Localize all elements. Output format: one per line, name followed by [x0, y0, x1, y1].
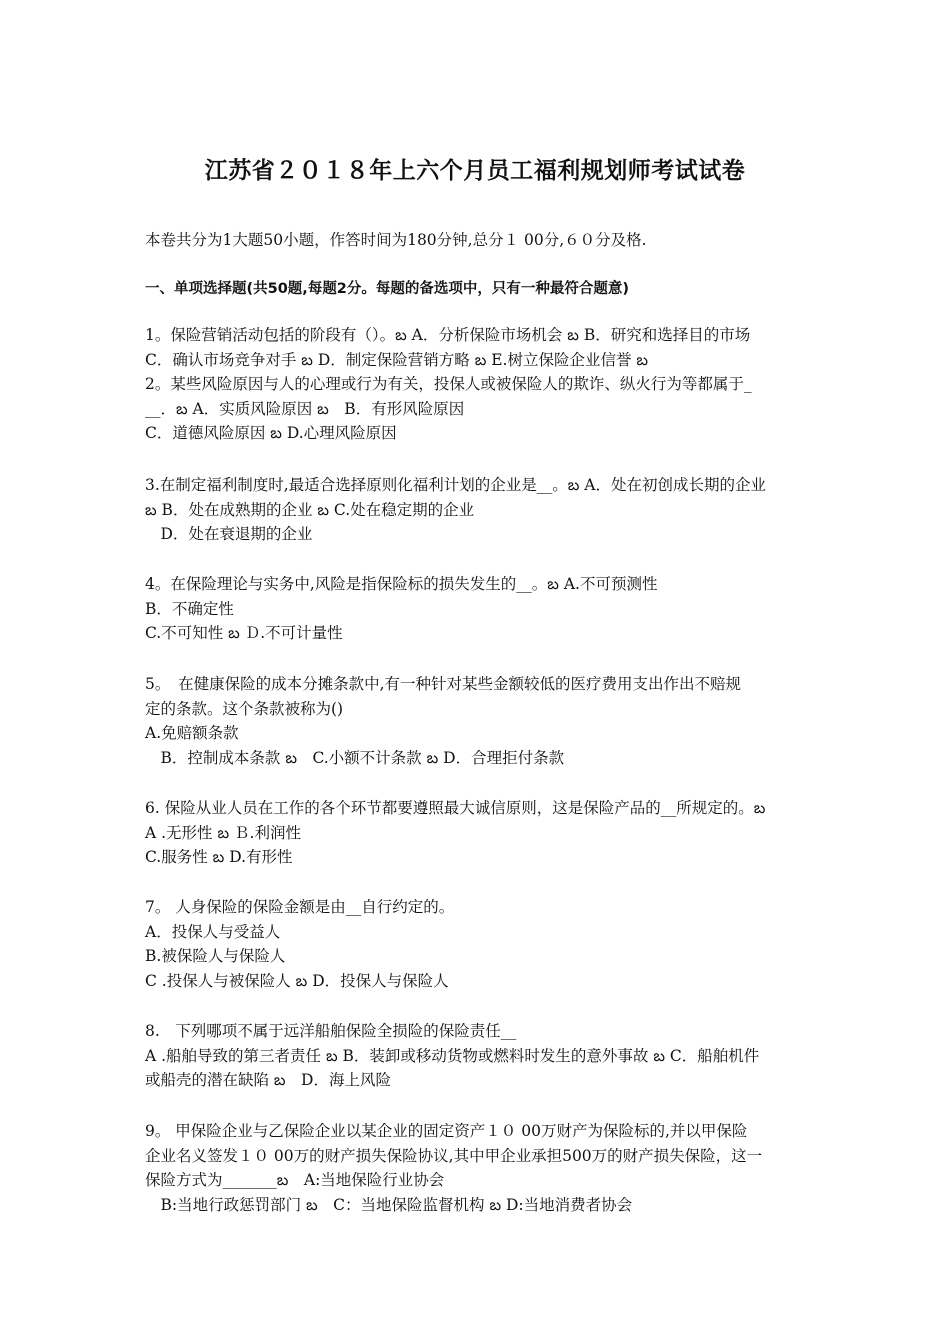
question-line: B:当地行政惩罚部门 బ C：当地保险监督机构 బ D:当地消费者协会 — [145, 1195, 633, 1214]
question-line: 1。保险营销活动包括的阶段有（）。బ A．分析保险市场机会 బ B．研究和选择目的市场 — [145, 326, 751, 344]
question-line: C．道德风险原因 బ D.心理风险原因 — [145, 424, 397, 442]
question-line: 或船壳的潜在缺陷 బ D．海上风险 — [145, 1071, 391, 1089]
question-line: 3.在制定福利制度时,最适合选择原则化福利计划的企业是__。బ A．处在初创成长期的企业 — [145, 476, 766, 494]
question-line: 保险方式为_______బ A:当地保险行业协会 — [145, 1171, 445, 1189]
exam-intro: 本卷共分为1大题50小题，作答时间为180分钟,总分１ 00分,６０分及格. — [145, 231, 647, 249]
question-block — [145, 1119, 815, 1217]
question-block — [145, 672, 815, 770]
question-line: 4。在保险理论与实务中,风险是指保险标的损失发生的__。బ A.不可预测性 — [145, 575, 658, 593]
question-line: __．బ A．实质风险原因 బ B．有形风险原因 — [145, 399, 465, 418]
question-block — [145, 323, 815, 446]
question-line: 9。 甲保险企业与乙保险企业以某企业的固定资产１０ 00万财产为保险标的,并以甲保险 — [145, 1122, 748, 1140]
page-title: 江苏省２０１８年上六个月员工福利规划师考试试卷 — [204, 158, 746, 184]
question-line: 5。 在健康保险的成本分摊条款中,有一种针对某些金额较低的医疗费用支出作出不赔规 — [145, 675, 742, 693]
question-line: 6. 保险从业人员在工作的各个环节都要遵照最大诚信原则，这是保险产品的__所规定的。బ — [145, 799, 766, 817]
question-line: A .无形性 బ Ｂ.利润性 — [145, 823, 301, 842]
question-line: 定的条款。这个条款被称为() — [145, 699, 344, 718]
question-line: C.服务性 బ D.有形性 — [145, 848, 293, 866]
question-line: B．不确定性 — [145, 599, 234, 618]
question-line: C．确认市场竞争对手 బ D．制定保险营销方略 బ E.树立保险企业信誉 బ — [145, 350, 649, 369]
question-line: D．处在衰退期的企业 — [145, 525, 313, 543]
question-line: C .投保人与被保险人 బ D．投保人与保险人 — [145, 971, 449, 990]
section-heading: 一、单项选择题(共50题,每题2分。每题的备选项中，只有一种最符合题意) — [145, 281, 630, 297]
question-line: C.不可知性 బ Ｄ.不可计量性 — [145, 624, 343, 642]
question-line: 企业名义签发１０ 00万的财产损失保险协议,其中甲企业承担500万的财产损失保险，这一 — [145, 1146, 763, 1165]
question-block — [145, 895, 815, 993]
question-line: A.免赔额条款 — [145, 724, 239, 742]
question-block — [145, 1019, 815, 1093]
question-block — [145, 473, 815, 547]
question-block — [145, 796, 815, 870]
question-line: 8. 下列哪项不属于远洋船舶保险全损险的保险责任__ — [145, 1022, 517, 1040]
question-block — [145, 572, 815, 646]
question-line: A .船舶导致的第三者责任 బ B．装卸或移动货物或燃料时发生的意外事故 బ C．船舶机件 — [145, 1046, 760, 1065]
question-line: 7。 人身保险的保险金额是由__自行约定的。 — [145, 898, 455, 916]
question-line: B.被保险人与保险人 — [145, 947, 286, 965]
question-line: 2。某些风险原因与人的心理或行为有关，投保人或被保险人的欺诈、纵火行为等都属于_ — [145, 375, 752, 393]
question-line: బ B．处在成熟期的企业 బ C.处在稳定期的企业 — [145, 500, 475, 519]
question-line: A．投保人与受益人 — [145, 922, 281, 941]
question-line: B．控制成本条款 బ C.小额不计条款 బ D．合理拒付条款 — [145, 748, 565, 767]
